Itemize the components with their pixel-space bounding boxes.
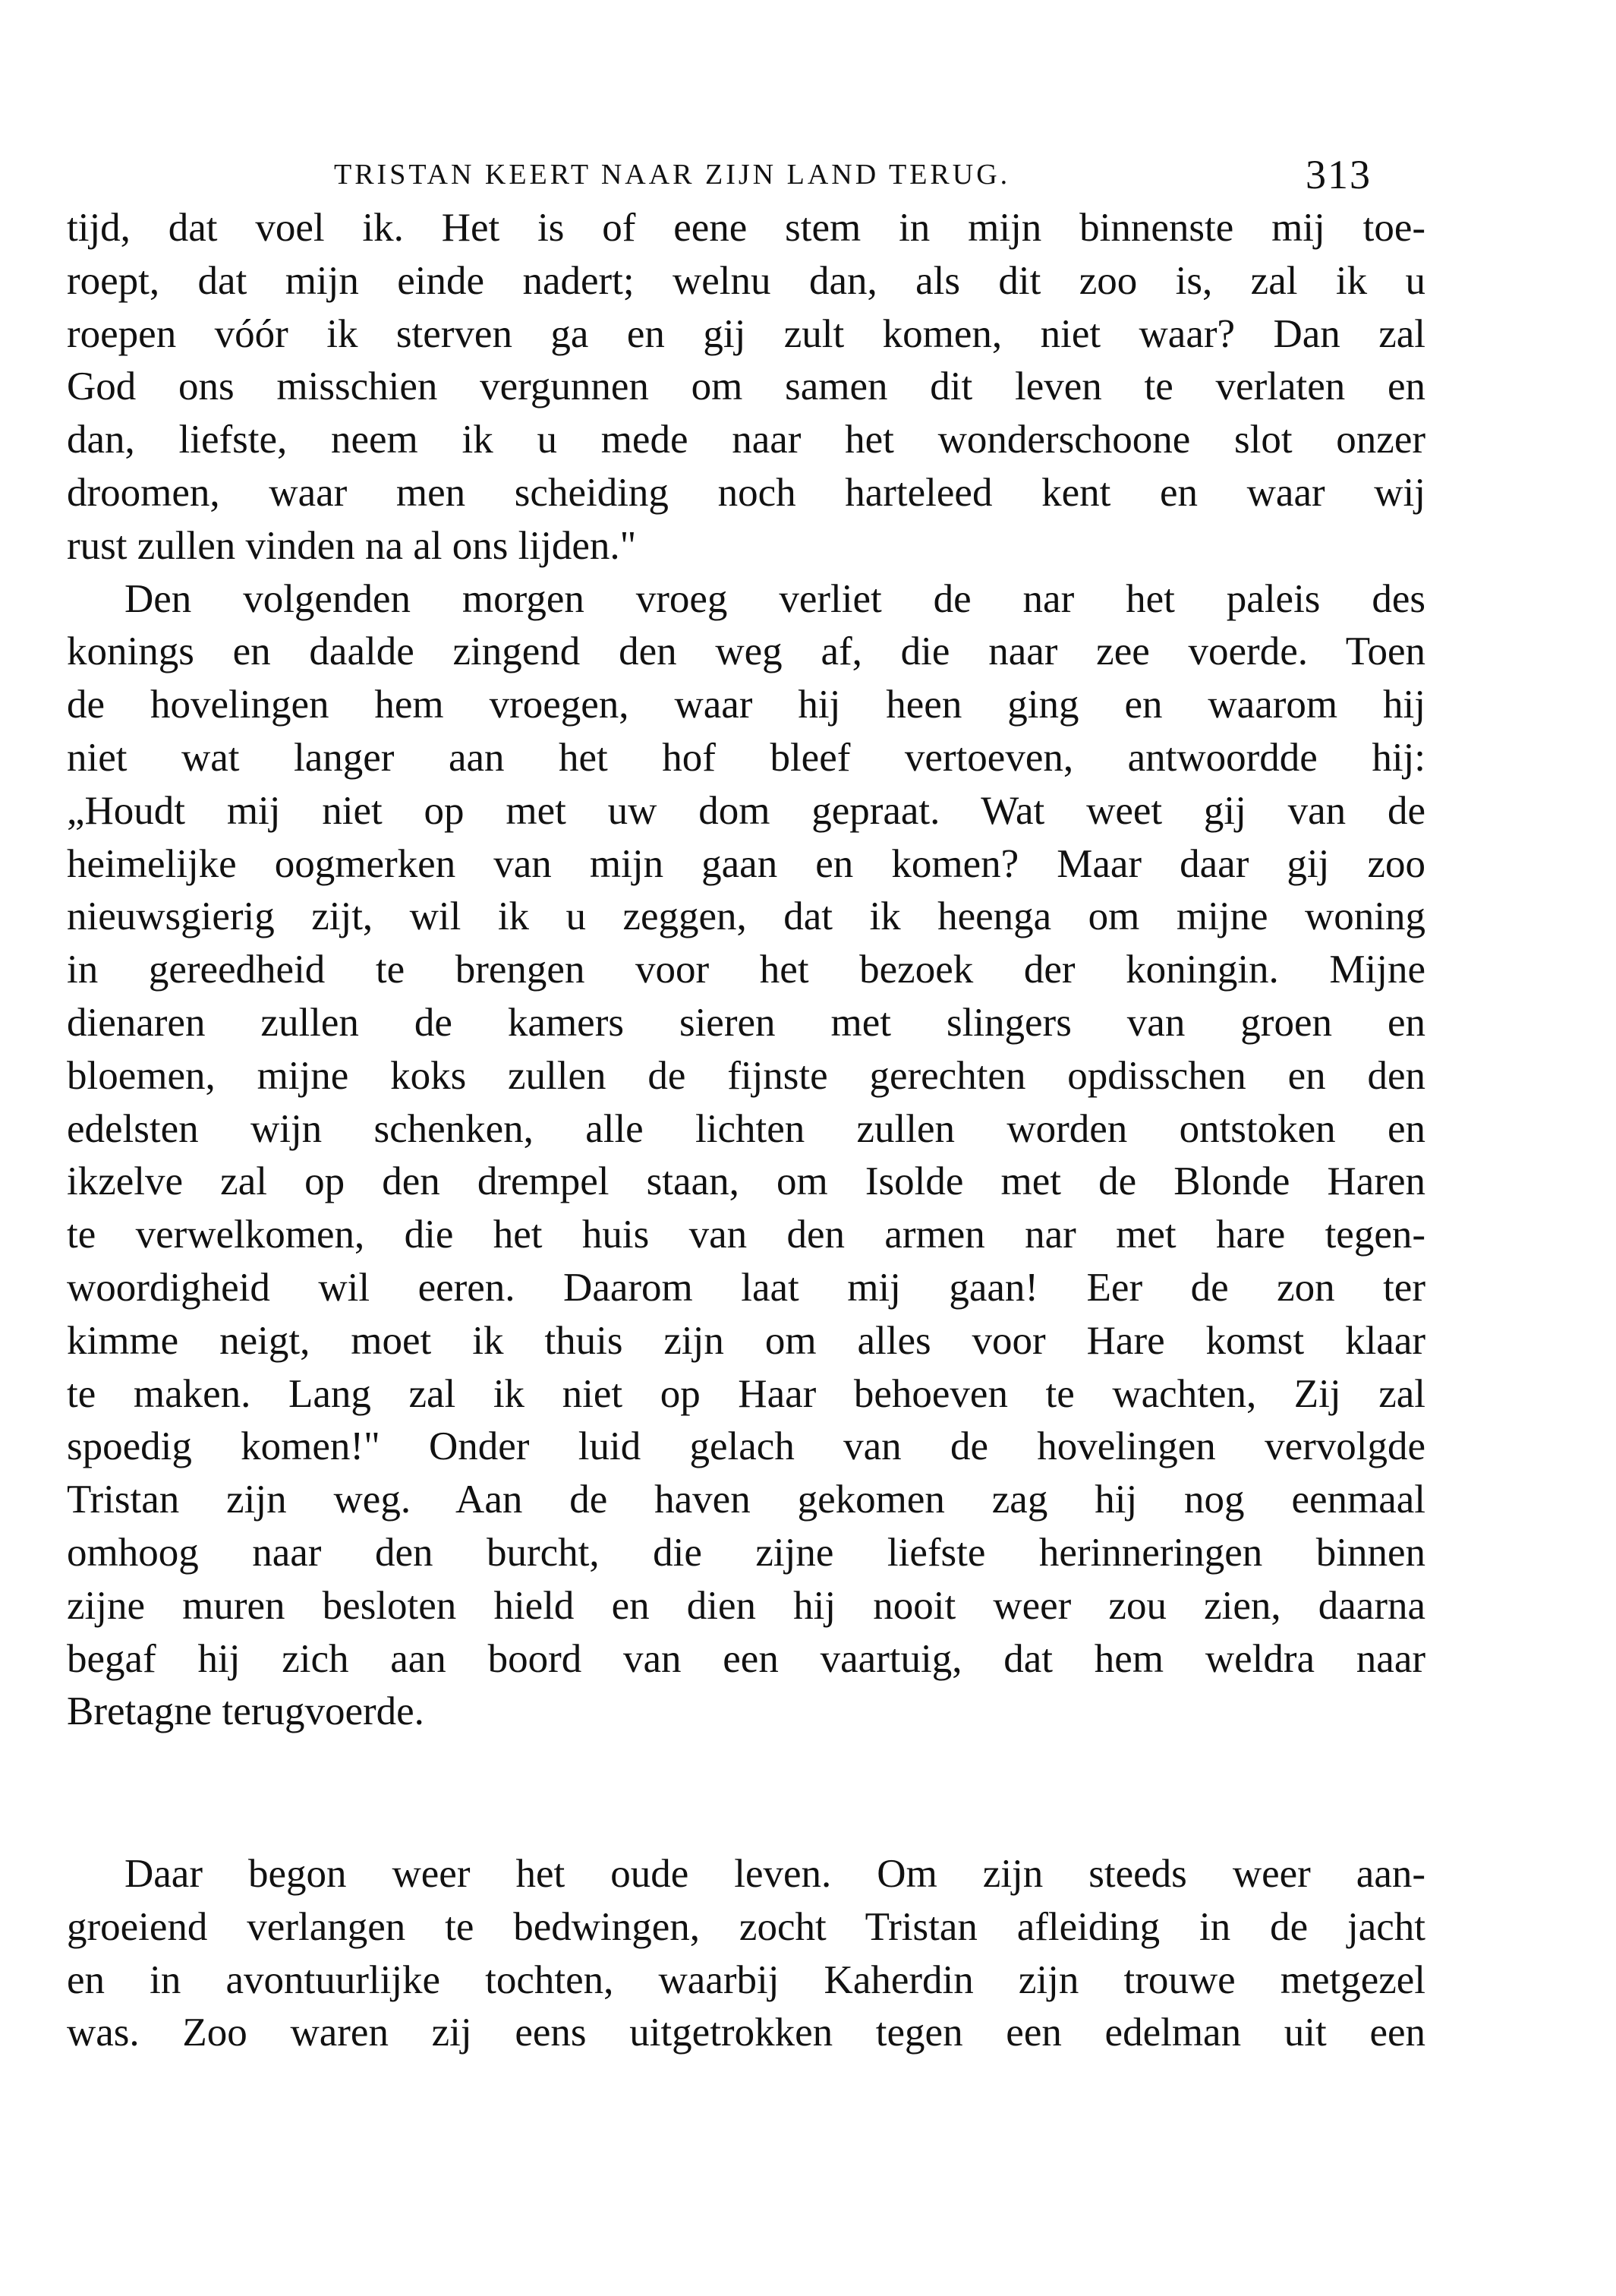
text-line: kimme neigt, moet ik thuis zijn om alles voor Hare komst klaar (67, 1318, 1425, 1363)
paragraph (67, 1848, 1425, 2060)
text-line: konings en daalde zingend den weg af, die naar zee voerde. Toen (67, 629, 1425, 674)
text-line: dan, liefste, neem ik u mede naar het wonderschoone slot onzer (67, 418, 1425, 462)
text-line: heimelijke oogmerken van mijn gaan en komen? Maar daar gij zoo (67, 841, 1425, 886)
body-text-lower (67, 1848, 1425, 2060)
text-line: roepen vóór ik sterven ga en gij zult komen, niet waar? Dan zal (67, 311, 1425, 356)
text-line: tijd, dat voel ik. Het is of eene stem in mijn binnenste mij toe- (67, 206, 1425, 250)
body-text-upper (67, 202, 1425, 1739)
text-line: roept, dat mijn einde nadert; welnu dan, als dit zoo is, zal ik u (67, 258, 1425, 303)
text-line: en in avontuurlijke tochten, waarbij Kaherdin zijn trouwe metgezel (67, 1957, 1425, 2002)
text-line: God ons misschien vergunnen om samen dit leven te verlaten en (67, 364, 1425, 409)
text-line: groeiend verlangen te bedwingen, zocht Tristan afleiding in de jacht (67, 1904, 1425, 1949)
text-line: bloemen, mijne koks zullen de fijnste gerechten opdisschen en den (67, 1053, 1425, 1098)
text-line: de hovelingen hem vroegen, waar hij heen ging en waarom hij (67, 683, 1425, 727)
text-line: was. Zoo waren zij eens uitgetrokken tegen een edelman uit een (67, 2011, 1425, 2055)
text-line: begaf hij zich aan boord van een vaartuig, dat hem weldra naar (67, 1636, 1425, 1681)
text-line: Tristan zijn weg. Aan de haven gekomen zag hij nog eenmaal (67, 1478, 1425, 1522)
text-line: „Houdt mij niet op met uw dom gepraat. Wat weet gij van de (67, 788, 1425, 833)
text-line: Bretagne terugvoerde. (67, 1689, 424, 1734)
text-line: woordigheid wil eeren. Daarom laat mij gaan! Eer de zon ter (67, 1265, 1425, 1310)
text-line: nieuwsgierig zijt, wil ik u zeggen, dat ik heenga om mijne woning (67, 894, 1425, 939)
text-line: edelsten wijn schenken, alle lichten zullen worden ontstoken en (67, 1106, 1425, 1151)
page-number: 313 (1306, 152, 1372, 197)
text-line: ikzelve zal op den drempel staan, om Isolde met de Blonde Haren (67, 1159, 1425, 1204)
paragraph (67, 202, 1425, 573)
text-line: omhoog naar den burcht, die zijne liefste herinneringen binnen (67, 1530, 1425, 1575)
text-line: te maken. Lang zal ik niet op Haar behoeven te wachten, Zij zal (67, 1371, 1425, 1416)
text-line: rust zullen vinden na al ons lijden." (67, 523, 637, 568)
text-line: zijne muren besloten hield en dien hij nooit weer zou zien, daarna (67, 1583, 1425, 1628)
paragraph (67, 573, 1425, 1739)
text-line: te verwelkomen, die het huis van den armen nar met hare tegen- (67, 1213, 1425, 1257)
text-line: spoedig komen!" Onder luid gelach van de hovelingen vervolgde (67, 1424, 1425, 1469)
text-line: niet wat langer aan het hof bleef vertoeven, antwoordde hij: (67, 735, 1425, 780)
text-line: dienaren zullen de kamers sieren met slingers van groen en (67, 1000, 1425, 1045)
text-line: droomen, waar men scheiding noch harteleed kent en waar wij (67, 470, 1425, 515)
text-line: Daar begon weer het oude leven. Om zijn steeds weer aan- (124, 1852, 1425, 1896)
running-title: TRISTAN KEERT NAAR ZIJN LAND TERUG. (334, 159, 1011, 191)
text-line: in gereedheid te brengen voor het bezoek der koningin. Mijne (67, 948, 1425, 992)
text-line: Den volgenden morgen vroeg verliet de nar het paleis des (124, 576, 1425, 621)
